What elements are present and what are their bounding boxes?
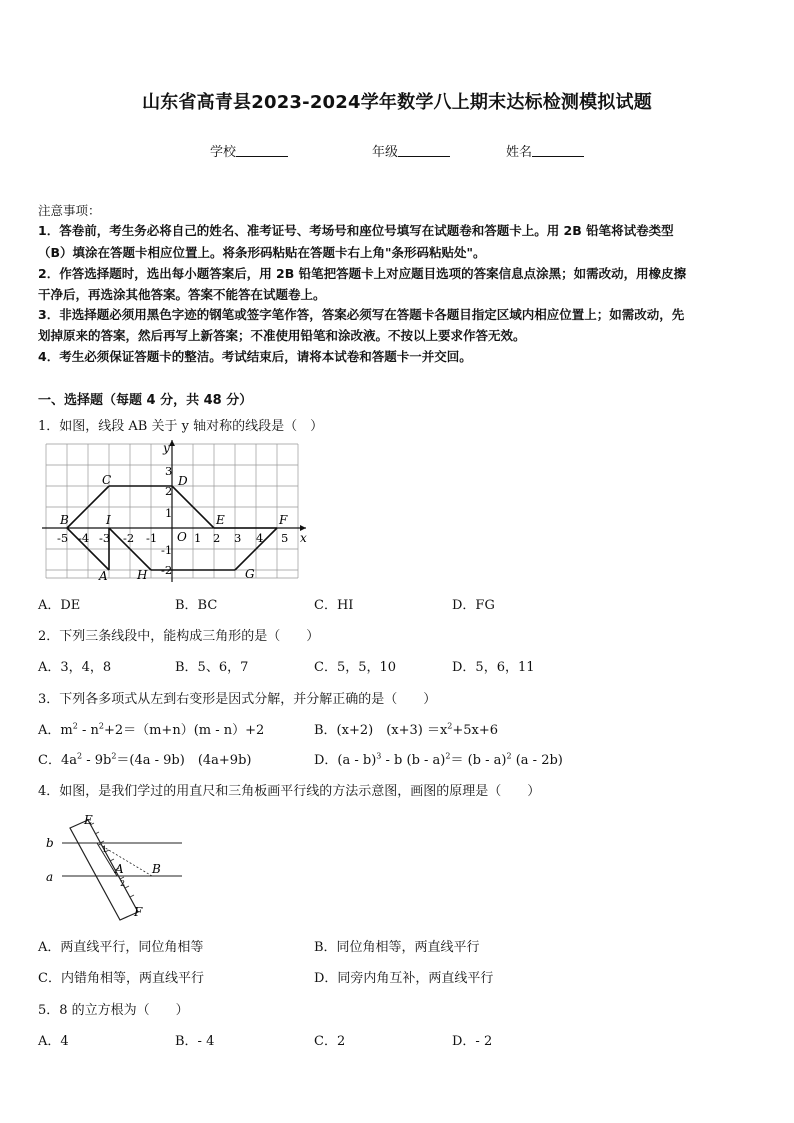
q3-option-c[interactable]: C．$4a^2 - 9b^2=(4a - 9b)$ (4a+9b): [38, 751, 252, 768]
origin-O: O: [177, 530, 187, 544]
school-field[interactable]: [210, 141, 288, 160]
notice-line-2: （B）填涂在答题卡相应位置上。将条形码粘贴在答题卡右上角"条形码粘贴处"。: [38, 245, 486, 260]
point-F: F: [279, 513, 288, 527]
q4-option-c[interactable]: C．内错角相等，两直线平行: [38, 971, 204, 986]
angle-2: 2: [120, 879, 126, 888]
point-G: G: [245, 567, 255, 581]
q1-option-c[interactable]: C．HI: [314, 598, 354, 613]
q4-option-d[interactable]: D．同旁内角互补，两直线平行: [314, 971, 494, 986]
x-tick: 3: [234, 531, 242, 545]
page-title: 山东省高青县2023-2024学年数学八上期末达标检测模拟试题: [142, 92, 652, 113]
point-E: E: [216, 513, 225, 527]
x-tick: 5: [281, 531, 289, 545]
x-tick: -3: [99, 531, 111, 545]
point-D: D: [178, 474, 188, 488]
q2-option-c[interactable]: C．5，5，10: [314, 660, 397, 675]
x-tick: 2: [213, 531, 221, 545]
x-tick: -2: [123, 531, 135, 545]
notice-line-7: 4．考生必须保证答题卡的整洁。考试结束后，请将本试卷和答题卡一并交回。: [38, 349, 472, 364]
name-field[interactable]: [506, 141, 584, 160]
y-axis-label: y: [163, 441, 170, 455]
x-axis-label: x: [300, 531, 307, 545]
label-A: A: [115, 862, 124, 876]
name-label: 姓名: [506, 145, 533, 160]
x-tick: 1: [194, 531, 202, 545]
q1-option-d[interactable]: D．FG: [452, 598, 495, 613]
q5-option-c[interactable]: C．2: [314, 1034, 346, 1049]
ruler: [70, 820, 138, 920]
point-C: C: [102, 473, 112, 487]
q4-ruler-triangle-figure: [42, 812, 184, 924]
notice-line-4: 干净后，再选涂其他答案。答案不能答在试题卷上。: [38, 287, 326, 302]
q5-option-a[interactable]: A．4: [38, 1034, 69, 1049]
label-E: E: [84, 813, 93, 827]
label-B: B: [152, 862, 161, 876]
section-heading: 一、选择题（每题 4 分，共 48 分）: [38, 393, 253, 408]
school-label: 学校: [210, 145, 237, 160]
q5-option-b[interactable]: B．- 4: [175, 1034, 215, 1049]
angle-1: 1: [102, 845, 108, 854]
q1-option-a[interactable]: A．DE: [38, 598, 81, 613]
notice-heading: 注意事项：: [38, 203, 101, 218]
q3-option-b[interactable]: B．(x+2) $(x+3) =x^2+5x+6$: [314, 721, 499, 738]
notice-line-1: 1．答卷前，考生务必将自己的姓名、准考证号、考场号和座位号填写在试题卷和答题卡上。用 2B 铅笔将试卷类型: [38, 223, 674, 238]
grade-blank[interactable]: [398, 144, 450, 157]
name-blank[interactable]: [532, 144, 584, 157]
x-tick: -1: [146, 531, 158, 545]
y-tick: 1: [165, 506, 173, 520]
q2-option-a[interactable]: A．3，4，8: [38, 660, 112, 675]
q2-stem: 2．下列三条线段中，能构成三角形的是（ ）: [38, 629, 320, 644]
q1-option-b[interactable]: B．BC: [175, 598, 218, 613]
q3-option-d[interactable]: D．(a - b)$^3$ - b (b - a)$^2$＝ (b - a)$^2$ (a - 2b): [314, 751, 563, 768]
q2-option-d[interactable]: D．5，6，11: [452, 660, 535, 675]
q2-option-b[interactable]: B．5、6，7: [175, 660, 249, 675]
q3-option-a[interactable]: A．$m^2 - n^2+2=(m+n)(m - n)+2$: [38, 721, 265, 738]
q5-stem: 5．8 的立方根为（ ）: [38, 1003, 189, 1018]
x-tick: -4: [78, 531, 90, 545]
q3-stem: 3．下列各多项式从左到右变形是因式分解，并分解正确的是（ ）: [38, 692, 437, 707]
y-tick: -1: [161, 543, 173, 557]
q1-coordinate-figure: [40, 438, 312, 584]
y-tick: 2: [165, 484, 173, 498]
q4-option-a[interactable]: A．两直线平行，同位角相等: [38, 940, 204, 955]
point-B: B: [60, 513, 69, 527]
grade-label: 年级: [372, 145, 399, 160]
grade-field[interactable]: [372, 141, 450, 160]
q5-option-d[interactable]: D．- 2: [452, 1034, 493, 1049]
notice-line-6: 划掉原来的答案，然后再写上新答案；不准使用铅笔和涂改液。不按以上要求作答无效。: [38, 328, 526, 343]
y-tick: -2: [161, 563, 173, 577]
y-tick: 3: [165, 464, 173, 478]
notice-line-3: 2．作答选择题时，选出每小题答案后，用 2B 铅笔把答题卡上对应题目选项的答案信息点涂黑；如需改动，用橡皮擦: [38, 266, 687, 281]
label-b: b: [46, 836, 54, 850]
school-blank[interactable]: [236, 144, 288, 157]
label-F: F: [134, 905, 143, 919]
label-a: a: [46, 870, 54, 884]
x-tick: -5: [57, 531, 69, 545]
q1-stem: 1．如图，线段 AB 关于 y 轴对称的线段是（ ）: [38, 419, 324, 434]
notice-line-5: 3．非选择题必须用黑色字迹的钢笔或签字笔作答，答案必须写在答题卡各题目指定区域内相应位置上；如需改动，先: [38, 307, 685, 322]
point-H: H: [137, 568, 148, 582]
point-A: A: [99, 569, 108, 583]
q4-option-b[interactable]: B．同位角相等，两直线平行: [314, 940, 480, 955]
point-I: I: [106, 513, 111, 527]
q4-stem: 4．如图，是我们学过的用直尺和三角板画平行线的方法示意图，画图的原理是（ ）: [38, 784, 541, 799]
x-tick: 4: [256, 531, 264, 545]
